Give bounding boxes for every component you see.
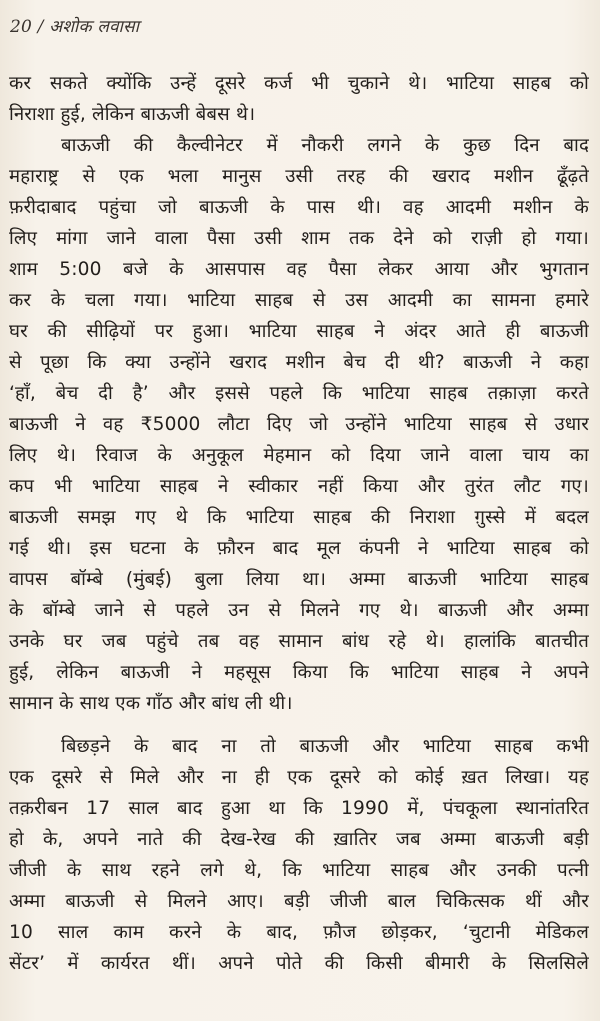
text-line: उनके घर जब पहुंचे तब वह सामान बांध रहे थे। हालांकि बातचीत bbox=[9, 631, 589, 652]
text-line: बाऊजी समझ गए थे कि भाटिया साहब की निराशा ग़ुस्से में बदल bbox=[9, 507, 589, 528]
text-line: घर की सीढ़ियों पर हुआ। भाटिया साहब ने अंदर आते ही बाऊजी bbox=[9, 321, 589, 342]
text-line: बिछड़ने के बाद ना तो बाऊजी और भाटिया साहब कभी bbox=[61, 736, 589, 757]
text-line: के बॉम्बे जाने से पहले उन से मिलने गए थे। बाऊजी और अम्मा bbox=[9, 600, 589, 621]
paragraph bbox=[9, 130, 589, 719]
text-line: लिए मांगा जाने वाला पैसा उसी शाम तक देने को राज़ी हो गया। bbox=[9, 228, 589, 249]
text-line: महाराष्ट्र से एक भला मानुस उसी तरह की खराद मशीन ढूँढ़ते bbox=[9, 166, 589, 187]
text-line: सेंटर’ में कार्यरत थीं। अपने पोते की किसी बीमारी के सिलसिले bbox=[9, 953, 589, 974]
text-line: तक़रीबन 17 साल बाद हुआ था कि 1990 में, पंचकूला स्थानांतरित bbox=[9, 798, 589, 819]
text-line: कर के चला गया। भाटिया साहब से उस आदमी का सामना हमारे bbox=[9, 290, 589, 311]
text-line: अम्मा बाऊजी से मिलने आए। बड़ी जीजी बाल चिकित्सक थीं और bbox=[9, 891, 589, 912]
body-text bbox=[9, 68, 589, 979]
text-line: फ़रीदाबाद पहुंचा जो बाऊजी के पास थी। वह आदमी मशीन के bbox=[9, 197, 589, 218]
text-line: शाम 5:00 बजे के आसपास वह पैसा लेकर आया और भुगतान bbox=[9, 259, 589, 280]
paragraph bbox=[9, 731, 589, 979]
text-line: लिए थे। रिवाज के अनुकूल मेहमान को दिया जाने वाला चाय का bbox=[9, 445, 589, 466]
text-line: 10 साल काम करने के बाद, फ़ौज छोड़कर, ‘चुटानी मेडिकल bbox=[9, 922, 589, 943]
text-line: कर सकते क्योंकि उन्हें दूसरे कर्ज भी चुकाने थे। भाटिया साहब को bbox=[9, 73, 589, 94]
text-line: हुई, लेकिन बाऊजी ने महसूस किया कि भाटिया साहब ने अपने bbox=[9, 662, 589, 683]
text-line: एक दूसरे से मिले और ना ही एक दूसरे को कोई ख़त लिखा। यह bbox=[9, 767, 589, 788]
text-line: गई थी। इस घटना के फ़ौरन बाद मूल कंपनी ने भाटिया साहब को bbox=[9, 538, 589, 559]
text-line: बाऊजी ने वह ₹5000 लौटा दिए जो उन्होंने भाटिया साहब से उधार bbox=[9, 414, 589, 435]
text-line: ‘हाँ, बेच दी है’ और इससे पहले कि भाटिया साहब तक़ाज़ा करते bbox=[9, 383, 589, 404]
paragraph bbox=[9, 68, 589, 130]
text-line: सामान के साथ एक गाँठ और बांध ली थी। bbox=[9, 693, 293, 714]
text-line: वापस बॉम्बे (मुंबई) बुला लिया था। अम्मा बाऊजी भाटिया साहब bbox=[9, 569, 589, 590]
text-line: हो के, अपने नाते की देख-रेख की ख़ातिर जब अम्मा बाऊजी बड़ी bbox=[9, 829, 589, 850]
running-head: 20 / अशोक लवासा bbox=[10, 17, 140, 37]
paragraph-gap bbox=[9, 719, 589, 731]
text-line: बाऊजी की कैल्वीनेटर में नौकरी लगने के कुछ दिन बाद bbox=[61, 135, 589, 156]
text-line: निराशा हुई, लेकिन बाऊजी बेबस थे। bbox=[9, 104, 256, 125]
text-line: जीजी के साथ रहने लगे थे, कि भाटिया साहब और उनकी पत्नी bbox=[9, 860, 589, 881]
text-line: कप भी भाटिया साहब ने स्वीकार नहीं किया और तुरंत लौट गए। bbox=[9, 476, 589, 497]
text-line: से पूछा कि क्या उन्होंने खराद मशीन बेच दी थी? बाऊजी ने कहा bbox=[9, 352, 589, 373]
